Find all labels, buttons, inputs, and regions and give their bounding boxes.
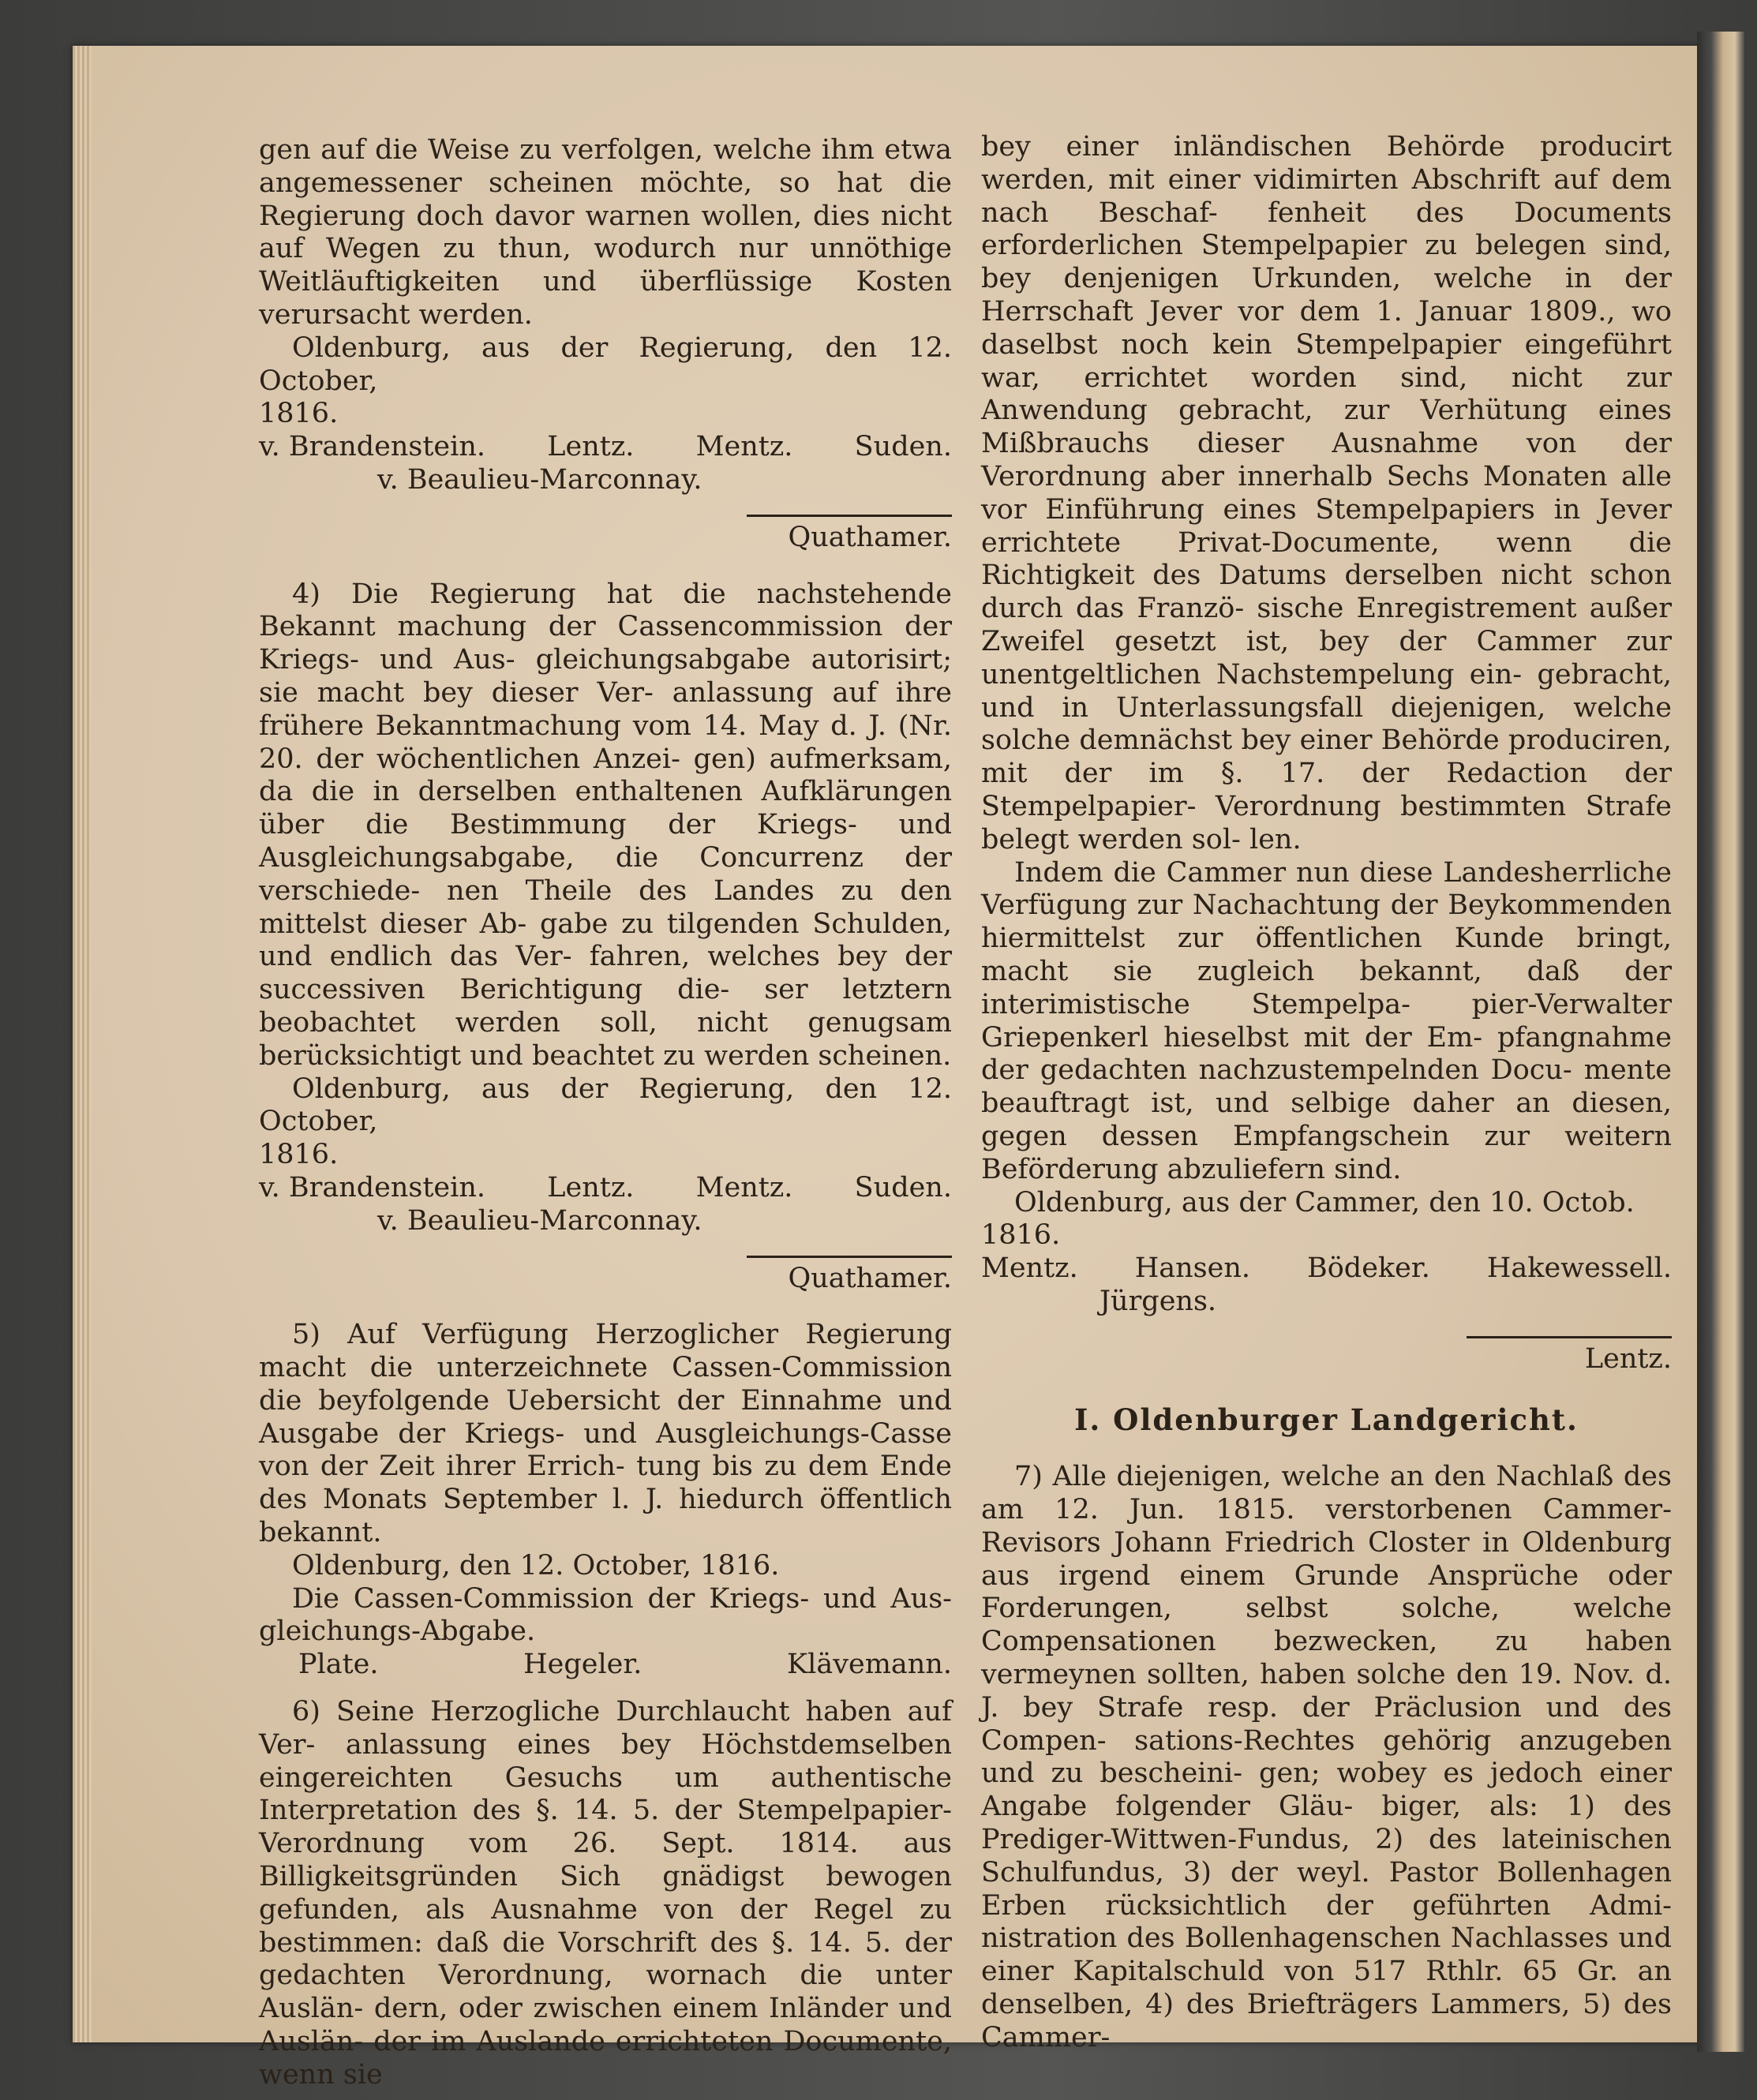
text-line: solche demnächst bey einer Behörde produciren, mit xyxy=(981,724,1672,790)
paragraph-4 xyxy=(259,578,952,1073)
text-line: Bollenhagen Erben rücksichtlich der geführten Admi- xyxy=(981,1856,1672,1922)
text-line: der im Auslande errichteten Documente, wenn sie xyxy=(259,2026,952,2091)
signature: Hegeler. xyxy=(523,1649,642,1681)
signature: v. Beaulieu-Marconnay. xyxy=(377,1204,702,1237)
text-line: Sept. 1814. aus Billigkeitsgründen Sich gnädigst xyxy=(259,1828,952,1893)
signatures xyxy=(259,1172,952,1205)
book-spine xyxy=(1697,32,1744,2052)
text-line: 7) Alle diejenigen, welche an den Nachlaß des xyxy=(1014,1461,1672,1493)
text-line: des Datums derselben nicht schon durch das Franzö- xyxy=(981,560,1672,625)
text-line: zur Verhütung eines Mißbrauchs dieser Ausnahme xyxy=(981,395,1672,460)
text-line: zu belegen sind, bey denjenigen Urkunden, welche in der xyxy=(981,230,1672,295)
text-line: gen auf die Weise zu verfolgen, welche ihm etwa xyxy=(259,134,952,166)
signature: Klävemann. xyxy=(787,1649,952,1681)
horizontal-rule xyxy=(747,515,952,517)
dateline-year: 1816. xyxy=(981,1219,1061,1252)
text-line: Verfügung zur Nachachtung der Beykommenden xyxy=(981,889,1672,922)
text-line: pier-Verwalter Griepenkerl hieselbst mit der Em- xyxy=(981,988,1672,1054)
text-line: alle vor Einführung eines Stempelpapiers in Jever xyxy=(981,460,1672,526)
page-stack-edge xyxy=(73,46,92,2042)
secretary-signature: Lentz. xyxy=(1584,1342,1672,1375)
signature-rule xyxy=(259,515,952,555)
text-line: Indem die Cammer nun diese Landesherrliche xyxy=(1014,856,1672,889)
text-line: bey einer inländischen Behörde producirt werden, xyxy=(981,131,1672,196)
text-line: errichtete Privat-Documente, wenn die Richtigkeit xyxy=(981,526,1672,592)
text-line: und Ausgleichungs-Casse von der Zeit ihrer Errich- xyxy=(259,1417,952,1483)
text-line: Ausgleichungsabgabe, die Concurrenz der verschiede- xyxy=(259,841,952,907)
text-line: gegen dessen Empfangschein zur weitern Beförderung xyxy=(981,1120,1672,1185)
text-line: Herrschaft Jever vor dem 1. Januar 1809., wo xyxy=(981,295,1672,328)
secretary-signature: Quathamer. xyxy=(788,1262,952,1294)
signatures xyxy=(259,1649,952,1682)
text-line: gabe zu tilgenden Schulden, und endlich das Ver- xyxy=(259,908,952,973)
text-line: hiedurch öffentlich bekannt. xyxy=(259,1484,952,1549)
text-line: 5) Auf Verfügung Herzoglicher Regierung macht xyxy=(259,1319,952,1384)
text-line: die unterzeichnete Cassen-Commission die beyfolgende xyxy=(259,1352,952,1417)
text-line: anlassung eines bey Höchstdemselben eingereichten xyxy=(259,1728,952,1794)
dateline: Oldenburg, aus der Regierung, den 12. October, xyxy=(259,331,952,397)
text-line: mente beauftragt ist, und selbige daher an diesen, xyxy=(981,1054,1672,1120)
paragraph-6-notice xyxy=(981,857,1672,1187)
signature: v. Brandenstein. xyxy=(259,1171,485,1203)
signatures xyxy=(259,1205,952,1238)
signature: Suden. xyxy=(854,431,952,463)
paragraph-6-continued xyxy=(981,131,1672,857)
text-line: gleichungs-Abgabe. xyxy=(259,1615,536,1648)
signature: Hakewessell. xyxy=(1486,1252,1672,1285)
horizontal-rule xyxy=(1467,1336,1672,1338)
text-line: doch davor warnen wollen, dies nicht auf Wegen xyxy=(259,200,952,265)
text-line: sations-Rechtes gehörig anzugeben und zu bescheini- xyxy=(981,1724,1672,1790)
paragraph-5 xyxy=(259,1319,952,1550)
text-line: gen; wobey es jedoch einer Angabe folgender Gläu- xyxy=(981,1757,1672,1823)
spacer xyxy=(259,1682,952,1696)
text-line: 4) Die Regierung hat die nachstehende Bekannt xyxy=(259,578,952,643)
text-line: 14. 5. der Stempelpapier-Verordnung vom 26. xyxy=(259,1795,952,1860)
text-line: 6) Seine Herzogliche Durchlaucht haben auf Ver- xyxy=(259,1696,952,1761)
section-heading: I. Oldenburger Landgericht. xyxy=(1074,1402,1579,1438)
signature: Jürgens. xyxy=(1100,1285,1217,1317)
secretary-signature: Quathamer. xyxy=(788,521,952,553)
text-line: gen) aufmerksam, da die in derselben enthaltenen xyxy=(259,743,952,808)
text-line: Gesuchs um authentische Interpretation des §. xyxy=(259,1761,952,1827)
text-line: von der Verordnung aber innerhalb Sechs Monaten xyxy=(981,428,1672,492)
signatures xyxy=(981,1252,1672,1286)
signature: Mentz. xyxy=(981,1252,1078,1285)
text-line: gebracht, und in Unterlassungsfall diejenigen, welche xyxy=(981,658,1672,724)
text-line: am 12. Jun. 1815. verstorbenen Cammer-Revisors xyxy=(981,1494,1672,1559)
text-line: zu thun, wodurch nur unnöthige Weitläuftigkeiten xyxy=(259,233,952,298)
text-line: daselbst noch kein Stempelpapier eingeführt war, xyxy=(981,328,1672,394)
text-line: bewogen gefunden, als Ausnahme von der Regel xyxy=(259,1861,952,1926)
signatures xyxy=(981,1286,1672,1319)
signature: Bödeker. xyxy=(1307,1252,1430,1285)
text-line: Aufklärungen über die Bestimmung der Kriegs- und xyxy=(259,776,952,841)
text-line: 4) des Briefträgers Lammers, 5) des Cammer- xyxy=(981,1989,1672,2053)
text-line: Uebersicht der Einnahme und Ausgabe der Kriegs- xyxy=(259,1384,952,1450)
signature: v. Beaulieu-Marconnay. xyxy=(377,463,702,496)
text-line: machung der Cassencommission der Kriegs- und Aus- xyxy=(259,611,952,676)
text-line: ser letztern beobachtet werden soll, nicht genugsam xyxy=(259,974,952,1039)
text-line: nistration des Bollenhagenschen Nachlasses und einer xyxy=(981,1922,1672,1988)
text-line: errichtet worden sind, nicht zur Anwendung gebracht, xyxy=(981,361,1672,427)
text-line: und überflüssige Kosten verursacht werden. xyxy=(259,266,952,331)
text-line: len. xyxy=(1249,823,1302,855)
text-line: anlassung auf ihre frühere Bekanntmachung vom xyxy=(259,676,952,742)
signature: Lentz. xyxy=(547,431,635,463)
text-line: berücksichtigt und beachtet zu werden scheinen. xyxy=(259,1039,952,1072)
text-line: des lateinischen Schulfundus, 3) der weyl. Pastor xyxy=(981,1824,1672,1889)
text-line: hiermittelst zur öffentlichen Kunde bringt, macht sie xyxy=(981,923,1672,987)
text-line: der im §. 17. der Redaction der Stempelpapier- xyxy=(981,758,1672,822)
signatures xyxy=(259,464,952,497)
text-line: zu bestimmen: daß die Vorschrift des §. 14. 5. der xyxy=(259,1893,952,1959)
paragraph-7 xyxy=(981,1461,1672,2054)
signature: Hansen. xyxy=(1134,1252,1251,1285)
text-line: gleichungsabgabe autorisirt; sie macht bey dieser Ver- xyxy=(259,644,952,709)
text-line: nen Theile des Landes zu den mittelst dieser Ab- xyxy=(259,874,952,940)
text-line: der Cammer zur unentgeltlichen Nachstempelung ein- xyxy=(981,625,1672,691)
text-line: solche, welche Compensationen bezwecken, zu haben xyxy=(981,1593,1672,1658)
text-line: einem Grunde Ansprüche oder Forderungen, selbst xyxy=(981,1559,1672,1625)
dateline-year: 1816. xyxy=(259,398,339,430)
text-line: angemessener scheinen möchte, so hat die Regierung xyxy=(259,167,952,232)
text-line: Kapitalschuld von 517 Rthlr. 65 Gr. an denselben, xyxy=(981,1956,1672,2021)
text-line: fenheit des Documents erforderlichen Stempelpapier xyxy=(981,197,1672,262)
text-line: tung bis zu dem Ende des Monats September l. J. xyxy=(259,1451,952,1516)
text-line: pfangnahme der gedachten nachzustempelnden Docu- xyxy=(981,1021,1672,1087)
text-line: mit einer vidimirten Abschrift auf dem nach Beschaf- xyxy=(981,163,1672,229)
paragraph-6 xyxy=(259,1696,952,2092)
signature: Plate. xyxy=(298,1649,379,1681)
text-line: bey Strafe resp. der Präclusion und des Compen- xyxy=(981,1691,1672,1757)
dateline: Oldenburg, aus der Cammer, den 10. Octob. xyxy=(1014,1186,1635,1218)
commission-name xyxy=(259,1583,952,1649)
signature: Mentz. xyxy=(695,431,793,463)
left-column xyxy=(259,134,952,2092)
text-line: Johann Friedrich Closter in Oldenburg aus irgend xyxy=(981,1526,1672,1592)
text-line: dern, oder zwischen einem Inländer und Auslän- xyxy=(259,1993,952,2058)
paragraph-3-end xyxy=(259,134,952,332)
dateline: Oldenburg, aus der Regierung, den 12. October, xyxy=(259,1072,952,1138)
text-line: biger, als: 1) des Prediger-Wittwen-Fundus, 2) xyxy=(981,1791,1672,1856)
signature: v. Brandenstein. xyxy=(259,431,485,463)
dateline: Oldenburg, den 12. October, 1816. xyxy=(292,1549,780,1582)
signature-rule xyxy=(259,1256,952,1296)
text-line: Verordnung bestimmten Strafe belegt werden sol- xyxy=(981,790,1672,855)
text-line: gedachten Verordnung, wornach die unter Auslän- xyxy=(259,1960,952,2025)
text-line: Die Cassen-Commission der Kriegs- und Aus- xyxy=(292,1582,952,1615)
text-line: 14. May d. J. (Nr. 20. der wöchentlichen Anzei- xyxy=(259,709,952,775)
text-line: zugleich bekannt, daß der interimistische Stempelpa- xyxy=(981,955,1672,1020)
horizontal-rule xyxy=(747,1256,952,1258)
signature-rule xyxy=(981,1336,1672,1376)
text-line: abzuliefern sind. xyxy=(1167,1153,1402,1185)
text-line: vermeynen sollten, haben solche den 19. Nov. d. J. xyxy=(981,1659,1672,1724)
signature: Lentz. xyxy=(547,1171,635,1203)
signature: Mentz. xyxy=(695,1171,793,1203)
signatures xyxy=(259,431,952,464)
text-line: sische Enregistrement außer Zweifel gesetzt ist, bey xyxy=(981,593,1672,657)
dateline-year: 1816. xyxy=(259,1139,339,1171)
text-line: fahren, welches bey der successiven Berichtigung die- xyxy=(259,941,952,1006)
signature: Suden. xyxy=(854,1171,952,1203)
right-column xyxy=(981,131,1672,2055)
